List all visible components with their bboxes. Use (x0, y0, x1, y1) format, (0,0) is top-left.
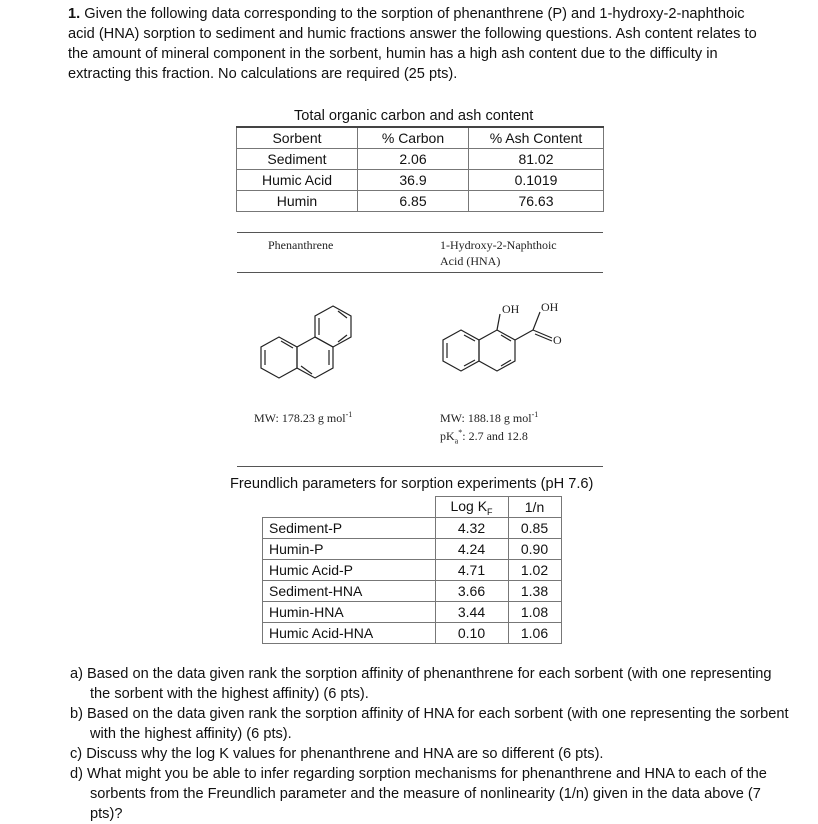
header-logk (435, 497, 508, 518)
subquestion-c: c) Discuss why the log K values for phenanthrene and HNA are so different (6 pts). (70, 746, 604, 762)
cell: Humin-HNA (263, 602, 436, 623)
cell: Sediment-HNA (263, 581, 436, 602)
subquestion-a: a) Based on the data given rank the sorption affinity of phenanthrene for each sorbent (with one representing the sorbent with the highest affinity) (6 pts). (70, 666, 772, 702)
cell: 0.90 (508, 539, 561, 560)
cell: 36.9 (358, 170, 469, 191)
phenanthrene-structure (261, 306, 351, 378)
cell: 2.06 (358, 149, 469, 170)
subquestions (70, 664, 790, 824)
subquestion-d: d) What might you be able to infer regarding sorption mechanisms for phenanthrene and HNA to each of the sorbents from the Freundlich parameter and the measure of nonlinearity (1/n) given in the data above (7 pts)? (70, 766, 767, 822)
question-text (68, 4, 768, 84)
table1-caption: Total organic carbon and ash content (294, 108, 534, 124)
cell: 1.06 (508, 623, 561, 644)
header-sorbent: Sorbent (237, 127, 358, 149)
hna-pka-values: : 2.7 and 12.8 (462, 429, 528, 443)
structures-svg (250, 290, 590, 410)
cell: Humic Acid-HNA (263, 623, 436, 644)
hna-label-line2: Acid (HNA) (440, 254, 501, 268)
header-ash: % Ash Content (469, 127, 604, 149)
hna-mw (440, 410, 538, 426)
cell: 3.66 (435, 581, 508, 602)
cell: 4.32 (435, 518, 508, 539)
header-n: 1/n (508, 497, 561, 518)
freundlich-table (262, 496, 562, 644)
cell: 3.44 (435, 602, 508, 623)
cell: 0.85 (508, 518, 561, 539)
hna-mw-sup: -1 (531, 410, 539, 419)
table-header-row (263, 497, 562, 518)
hydroxyl-label: OH (502, 302, 520, 316)
cell: Humic Acid (237, 170, 358, 191)
phen-mw-sup: -1 (345, 410, 353, 419)
cell: Humin-P (263, 539, 436, 560)
phen-mw-text: MW: 178.23 g mol (254, 411, 346, 425)
table-row (237, 170, 604, 191)
question-number: 1. (68, 6, 81, 22)
cell: 4.71 (435, 560, 508, 581)
header-carbon: % Carbon (358, 127, 469, 149)
carboxyl-oh-label: OH (541, 300, 559, 314)
cell: 0.1019 (469, 170, 604, 191)
subquestion-b: b) Based on the data given rank the sorption affinity of HNA for each sorbent (with one representing the sorbent with the highest affinity) (6 pts). (70, 706, 789, 742)
hna-pka-sub: a (454, 436, 459, 446)
hna-pka-prefix: pK (440, 429, 455, 443)
hna-structure (443, 312, 552, 371)
table-row (263, 560, 562, 581)
cell: 4.24 (435, 539, 508, 560)
table-row (237, 191, 604, 212)
organic-carbon-table (236, 126, 604, 212)
table-row (263, 539, 562, 560)
cell: 1.08 (508, 602, 561, 623)
cell: Sediment-P (263, 518, 436, 539)
molecule-header-rule (237, 272, 603, 273)
molecule-top-rule (237, 232, 603, 233)
cell: 1.38 (508, 581, 561, 602)
table-row (263, 602, 562, 623)
carbonyl-o-label: O (553, 333, 562, 347)
cell: 76.63 (469, 191, 604, 212)
table-row (263, 518, 562, 539)
cell: 0.10 (435, 623, 508, 644)
header-blank (263, 497, 436, 518)
table-row (263, 581, 562, 602)
logk-text: Log K (450, 497, 488, 514)
cell: Sediment (237, 149, 358, 170)
cell: Humin (237, 191, 358, 212)
question-body: Given the following data corresponding to the sorption of phenanthrene (P) and 1-hydroxy-2-naphthoic acid (HNA) sorption to sediment and humic fractions answer the following questions. Ash content relates to the amount of mineral component in the sorbent, humin has a high ash content due to the difficulty in extracting this fraction. No calculations are required (25 pts). (68, 6, 757, 82)
table-header-row (237, 127, 604, 149)
table-row (237, 149, 604, 170)
cell: Humic Acid-P (263, 560, 436, 581)
cell: 6.85 (358, 191, 469, 212)
phenanthrene-label: Phenanthrene (268, 238, 334, 252)
hna-label-line1: 1-Hydroxy-2-Naphthoic (440, 238, 557, 252)
cell: 81.02 (469, 149, 604, 170)
logk-sub: F (487, 506, 493, 517)
hna-mw-text: MW: 188.18 g mol (440, 411, 532, 425)
cell: 1.02 (508, 560, 561, 581)
hna-pka (440, 428, 528, 445)
table-row (263, 623, 562, 644)
table2-caption: Freundlich parameters for sorption experiments (pH 7.6) (230, 476, 594, 492)
molecule-bottom-rule (237, 466, 603, 467)
phenanthrene-mw (254, 410, 352, 426)
hna-pka-mark: * (458, 428, 463, 437)
